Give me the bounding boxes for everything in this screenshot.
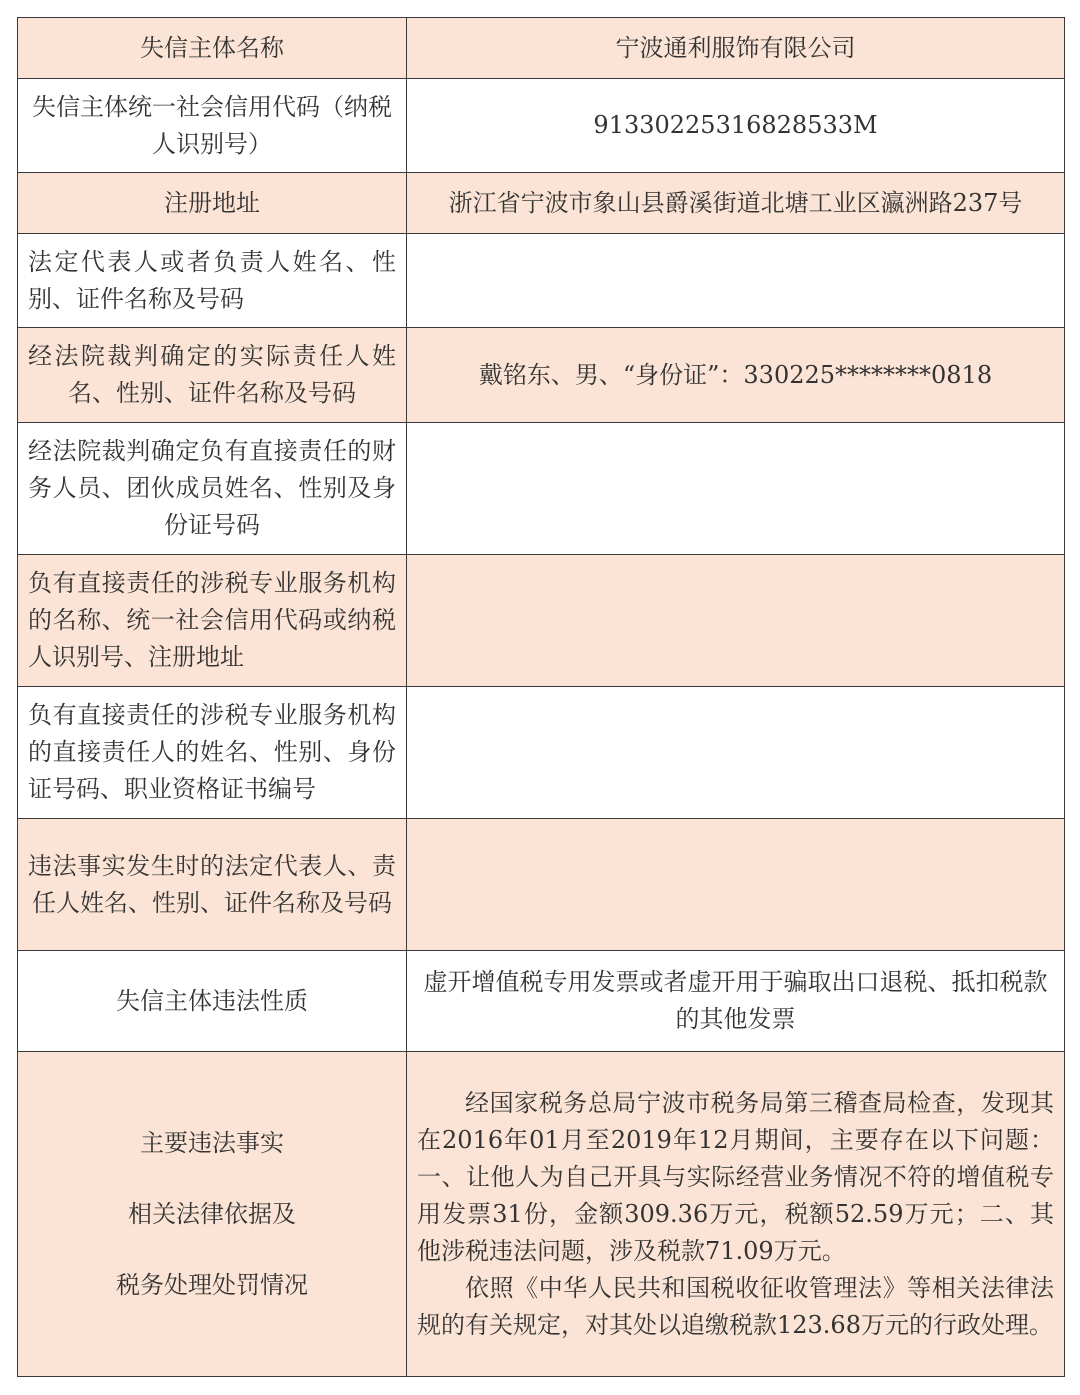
row-label-address: 注册地址 bbox=[18, 173, 407, 234]
penalty-paragraph: 依照《中华人民共和国税收征收管理法》等相关法律法规的有关规定，对其处以追缴税款123.68万元的行政处理。 bbox=[417, 1273, 1054, 1339]
row-label-main-facts bbox=[18, 1052, 407, 1377]
table-row bbox=[18, 423, 1065, 555]
row-label-tax-agency: 负有直接责任的涉税专业服务机构的名称、统一社会信用代码或纳税人识别号、注册地址 bbox=[18, 555, 407, 687]
table-row bbox=[18, 234, 1065, 328]
row-label-entity-name: 失信主体名称 bbox=[18, 18, 407, 79]
row-value-address: 浙江省宁波市象山县爵溪街道北塘工业区瀛洲路237号 bbox=[407, 173, 1065, 234]
table-row bbox=[18, 79, 1065, 173]
table-row bbox=[18, 328, 1065, 423]
label-penalty: 税务处理处罚情况 bbox=[116, 1270, 308, 1299]
label-main-facts: 主要违法事实 bbox=[140, 1128, 284, 1157]
row-value-credit-code: 91330225316828533M bbox=[407, 79, 1065, 173]
table-row bbox=[18, 18, 1065, 79]
row-label-violation-rep: 违法事实发生时的法定代表人、责任人姓名、性别、证件名称及号码 bbox=[18, 819, 407, 951]
row-value-responsible-person: 戴铭东、男、“身份证”：330225********0818 bbox=[407, 328, 1065, 423]
row-label-agency-person: 负有直接责任的涉税专业服务机构的直接责任人的姓名、性别、身份证号码、职业资格证书编号 bbox=[18, 687, 407, 819]
row-value-legal-rep bbox=[407, 234, 1065, 328]
row-label-finance-staff: 经法院裁判确定负有直接责任的财务人员、团伙成员姓名、性别及身份证号码 bbox=[18, 423, 407, 555]
row-label-legal-rep: 法定代表人或者负责人姓名、性别、证件名称及号码 bbox=[18, 234, 407, 328]
label-legal-basis: 相关法律依据及 bbox=[128, 1199, 296, 1228]
table-row bbox=[18, 173, 1065, 234]
table-row bbox=[18, 555, 1065, 687]
table-row bbox=[18, 687, 1065, 819]
row-label-responsible-person: 经法院裁判确定的实际责任人姓名、性别、证件名称及号码 bbox=[18, 328, 407, 423]
row-value-violation-rep bbox=[407, 819, 1065, 951]
table-row bbox=[18, 951, 1065, 1052]
row-value-entity-name: 宁波通利服饰有限公司 bbox=[407, 18, 1065, 79]
row-value-finance-staff bbox=[407, 423, 1065, 555]
row-label-violation-nature: 失信主体违法性质 bbox=[18, 951, 407, 1052]
table-row bbox=[18, 1052, 1065, 1377]
facts-paragraph: 经国家税务总局宁波市税务局第三稽查局检查，发现其在2016年01月至2019年12月期间，主要存在以下问题：一、让他人为自己开具与实际经营业务情况不符的增值税专用发票31份，金额309.36万元，税额52.59万元；二、其他涉税违法问题，涉及税款71.09万元。 bbox=[417, 1088, 1054, 1265]
credit-info-table bbox=[17, 17, 1065, 1377]
row-label-credit-code: 失信主体统一社会信用代码（纳税人识别号） bbox=[18, 79, 407, 173]
row-value-main-facts bbox=[407, 1052, 1065, 1377]
row-value-violation-nature: 虚开增值税专用发票或者虚开用于骗取出口退税、抵扣税款的其他发票 bbox=[407, 951, 1065, 1052]
table-row bbox=[18, 819, 1065, 951]
row-value-tax-agency bbox=[407, 555, 1065, 687]
row-value-agency-person bbox=[407, 687, 1065, 819]
